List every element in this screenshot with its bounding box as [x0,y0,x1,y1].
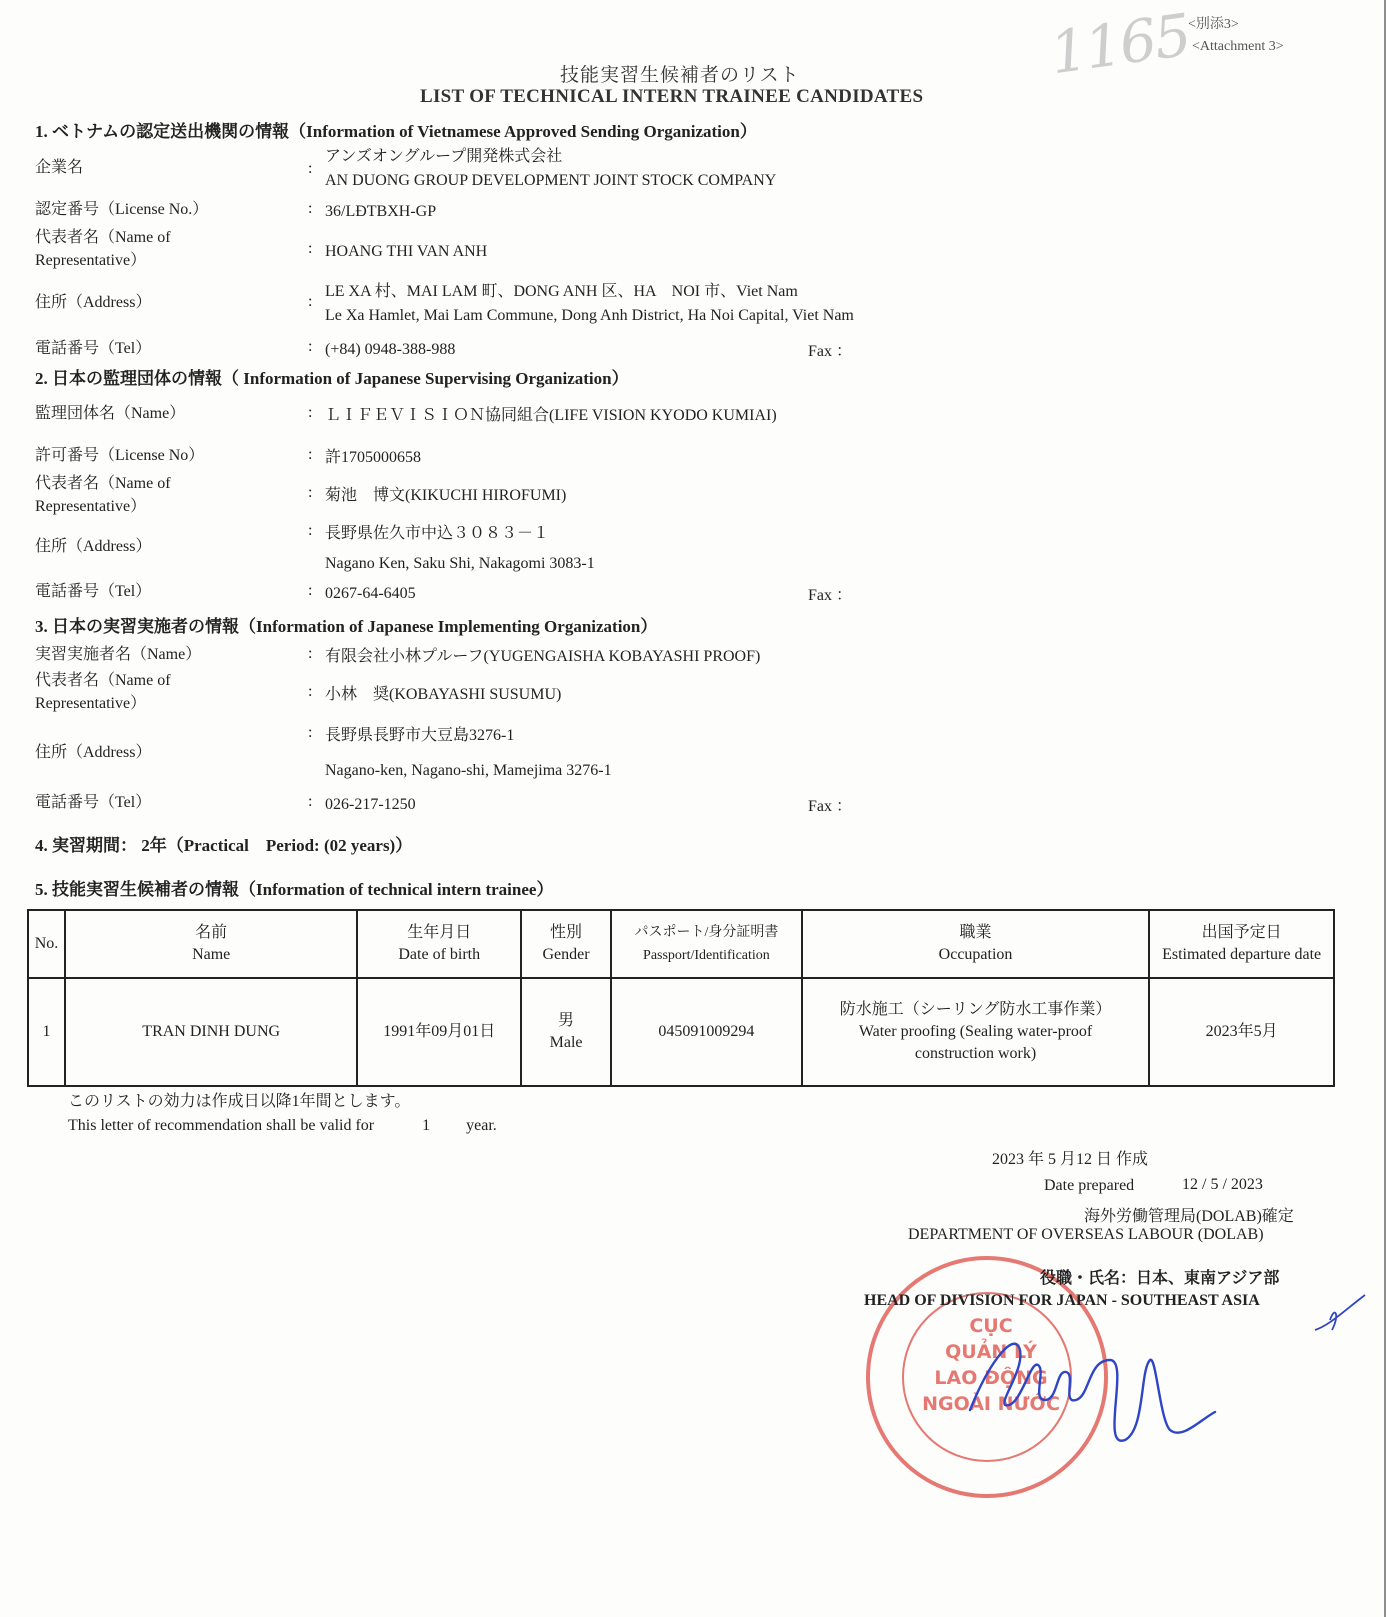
colon: : [308,484,313,501]
prepared-label: Date prepared [1044,1177,1135,1194]
s2-rep: 菊池 博文(KIKUCHI HIROFUMI) [325,487,567,504]
colon: : [308,240,313,257]
s1-company-label: 企業名 [35,159,84,176]
title-en: LIST OF TECHNICAL INTERN TRAINEE CANDIDATES [420,86,924,107]
validity-jp: このリストの効力は作成日以降1年間とします。 [68,1093,411,1110]
col-occupation-header: 職業 Occupation [802,910,1149,978]
signer-title-en: HEAD OF DIVISION FOR JAPAN - SOUTHEAST ASIA [864,1292,1260,1309]
s3-addr-label: 住所（Address） [35,744,152,761]
s3-addr-en: Nagano-ken, Nagano-shi, Mamejima 3276-1 [325,762,612,779]
cell-departure: 2023年5月 [1149,978,1334,1086]
colon: : [308,582,313,599]
s1-rep-label-2: Representative） [35,252,147,269]
s3-rep: 小林 奨(KOBAYASHI SUSUMU) [325,686,562,703]
col-gender-header: 性別 Gender [521,910,611,978]
section1-heading: 1. ベトナムの認定送出機関の情報（Information of Vietnamese Approved Sending Organization） [35,122,757,141]
validity-years: 1 [422,1117,431,1134]
prepared-date: 12 / 5 / 2023 [1182,1176,1263,1193]
section5-heading: 5. 技能実習生候補者の情報（Information of technical intern trainee） [35,880,554,899]
initial-stroke [1315,1295,1365,1330]
s2-rep-label: 代表者名（Name of [35,475,171,492]
cell-gender: 男 Male [521,978,611,1086]
s2-name-label: 監理団体名（Name） [35,405,186,422]
s1-tel-label: 電話番号（Tel） [35,340,152,357]
signer-title-jp: 役職・氏名：日本、東南アジア部 [1040,1270,1280,1287]
colon: : [308,200,313,217]
validity-en: This letter of recommendation shall be valid for 1 year. [68,1117,497,1134]
s3-tel: 026-217-1250 [325,796,416,813]
s1-fax-label: Fax ： [808,343,853,360]
col-no-header: No. [28,910,65,978]
colon: : [308,293,313,310]
seal-text-4: NGOÀI NƯỚC [922,1393,1060,1415]
signature-stroke [970,1344,1215,1441]
col-dob-header: 生年月日 Date of birth [357,910,521,978]
cell-occupation: 防水施工（シーリング防水工事作業） Water proofing (Sealing water-proof construction work) [802,978,1149,1086]
cell-no: 1 [28,978,65,1086]
col-passport-header: パスポート/身分証明書 Passport/Identification [611,910,802,978]
title-jp: 技能実習生候補者のリスト [560,65,800,86]
s2-addr-jp: 長野県佐久市中込３０８３－１ [325,525,550,542]
attachment-label-en: <Attachment 3> [1192,39,1284,54]
colon: : [308,683,313,700]
s1-addr-label: 住所（Address） [35,294,152,311]
s2-tel-label: 電話番号（Tel） [35,583,152,600]
dept-jp: 海外労働管理局(DOLAB)確定 [1084,1208,1294,1225]
handwritten-signature [960,1300,1220,1500]
s3-tel-label: 電話番号（Tel） [35,794,152,811]
table-header-row [28,910,1334,978]
s3-name-label: 実習実施者名（Name） [35,646,202,663]
s1-addr-jp: LE XA 村、MAI LAM 町、DONG ANH 区、HA NOI 市、Viet Nam [325,283,798,300]
s1-company-en: AN DUONG GROUP DEVELOPMENT JOINT STOCK COMPANY [325,172,777,189]
s1-company-jp: アンズオングループ開発株式会社 [325,148,563,165]
section4-heading: 4. 実習期間： 2年（Practical Period: (02 years)） [35,836,413,855]
colon: : [308,160,313,177]
s3-fax-label: Fax ： [808,798,853,815]
s3-rep-label: 代表者名（Name of [35,672,171,689]
s1-rep-label: 代表者名（Name of [35,229,171,246]
handwritten-number: 1165 [1045,0,1194,88]
cell-dob: 1991年09月01日 [357,978,521,1086]
colon: : [308,724,313,741]
s1-rep: HOANG THI VAN ANH [325,243,488,260]
s2-name: ＬＩＦＥＶＩＳＩＯＮ協同組合(LIFE VISION KYODO KUMIAI) [325,407,777,424]
colon: : [308,338,313,355]
s1-license: 36/LĐTBXH-GP [325,203,437,220]
s2-license: 許1705000658 [325,449,422,466]
colon: : [308,793,313,810]
cell-name: TRAN DINH DUNG [65,978,357,1086]
s2-rep-label-2: Representative） [35,498,147,515]
section3-heading: 3. 日本の実習実施者の情報（Information of Japanese Implementing Organization） [35,617,658,636]
colon: : [308,645,313,662]
s2-fax-label: Fax ： [808,587,853,604]
table-row [28,978,1334,1086]
col-name-header: 名前 Name [65,910,357,978]
s2-license-label: 許可番号（License No） [35,447,205,464]
seal-text-2: QUẢN LÝ [945,1341,1037,1363]
s3-addr-jp: 長野県長野市大豆島3276-1 [325,727,515,744]
col-departure-header: 出国予定日 Estimated departure date [1149,910,1334,978]
s1-license-label: 認定番号（License No.） [35,201,209,218]
seal-text-1: CỤC [969,1315,1013,1337]
section2-heading: 2. 日本の監理団体の情報（ Information of Japanese Supervising Organization） [35,369,629,388]
s1-addr-en: Le Xa Hamlet, Mai Lam Commune, Dong Anh District, Ha Noi Capital, Viet Nam [325,307,854,324]
s3-rep-label-2: Representative） [35,695,147,712]
colon: : [308,522,313,539]
candidate-table [27,909,1335,1087]
attachment-label-jp: <別添3> [1188,17,1239,32]
s2-tel: 0267-64-6405 [325,585,416,602]
seal-text-3: LAO ĐỘNG [934,1367,1048,1389]
s2-addr-label: 住所（Address） [35,538,152,555]
prepared-jp: 2023 年 5 月12 日 作成 [992,1151,1149,1168]
dept-en: DEPARTMENT OF OVERSEAS LABOUR (DOLAB) [908,1226,1264,1243]
colon: : [308,404,313,421]
s3-name: 有限会社小林プルーフ(YUGENGAISHA KOBAYASHI PROOF) [325,648,761,665]
colon: : [308,446,313,463]
s1-tel: (+84) 0948-388-988 [325,341,456,358]
cell-passport: 045091009294 [611,978,802,1086]
initial-mark [1310,1290,1370,1340]
s2-addr-en: Nagano Ken, Saku Shi, Nakagomi 3083-1 [325,555,595,572]
